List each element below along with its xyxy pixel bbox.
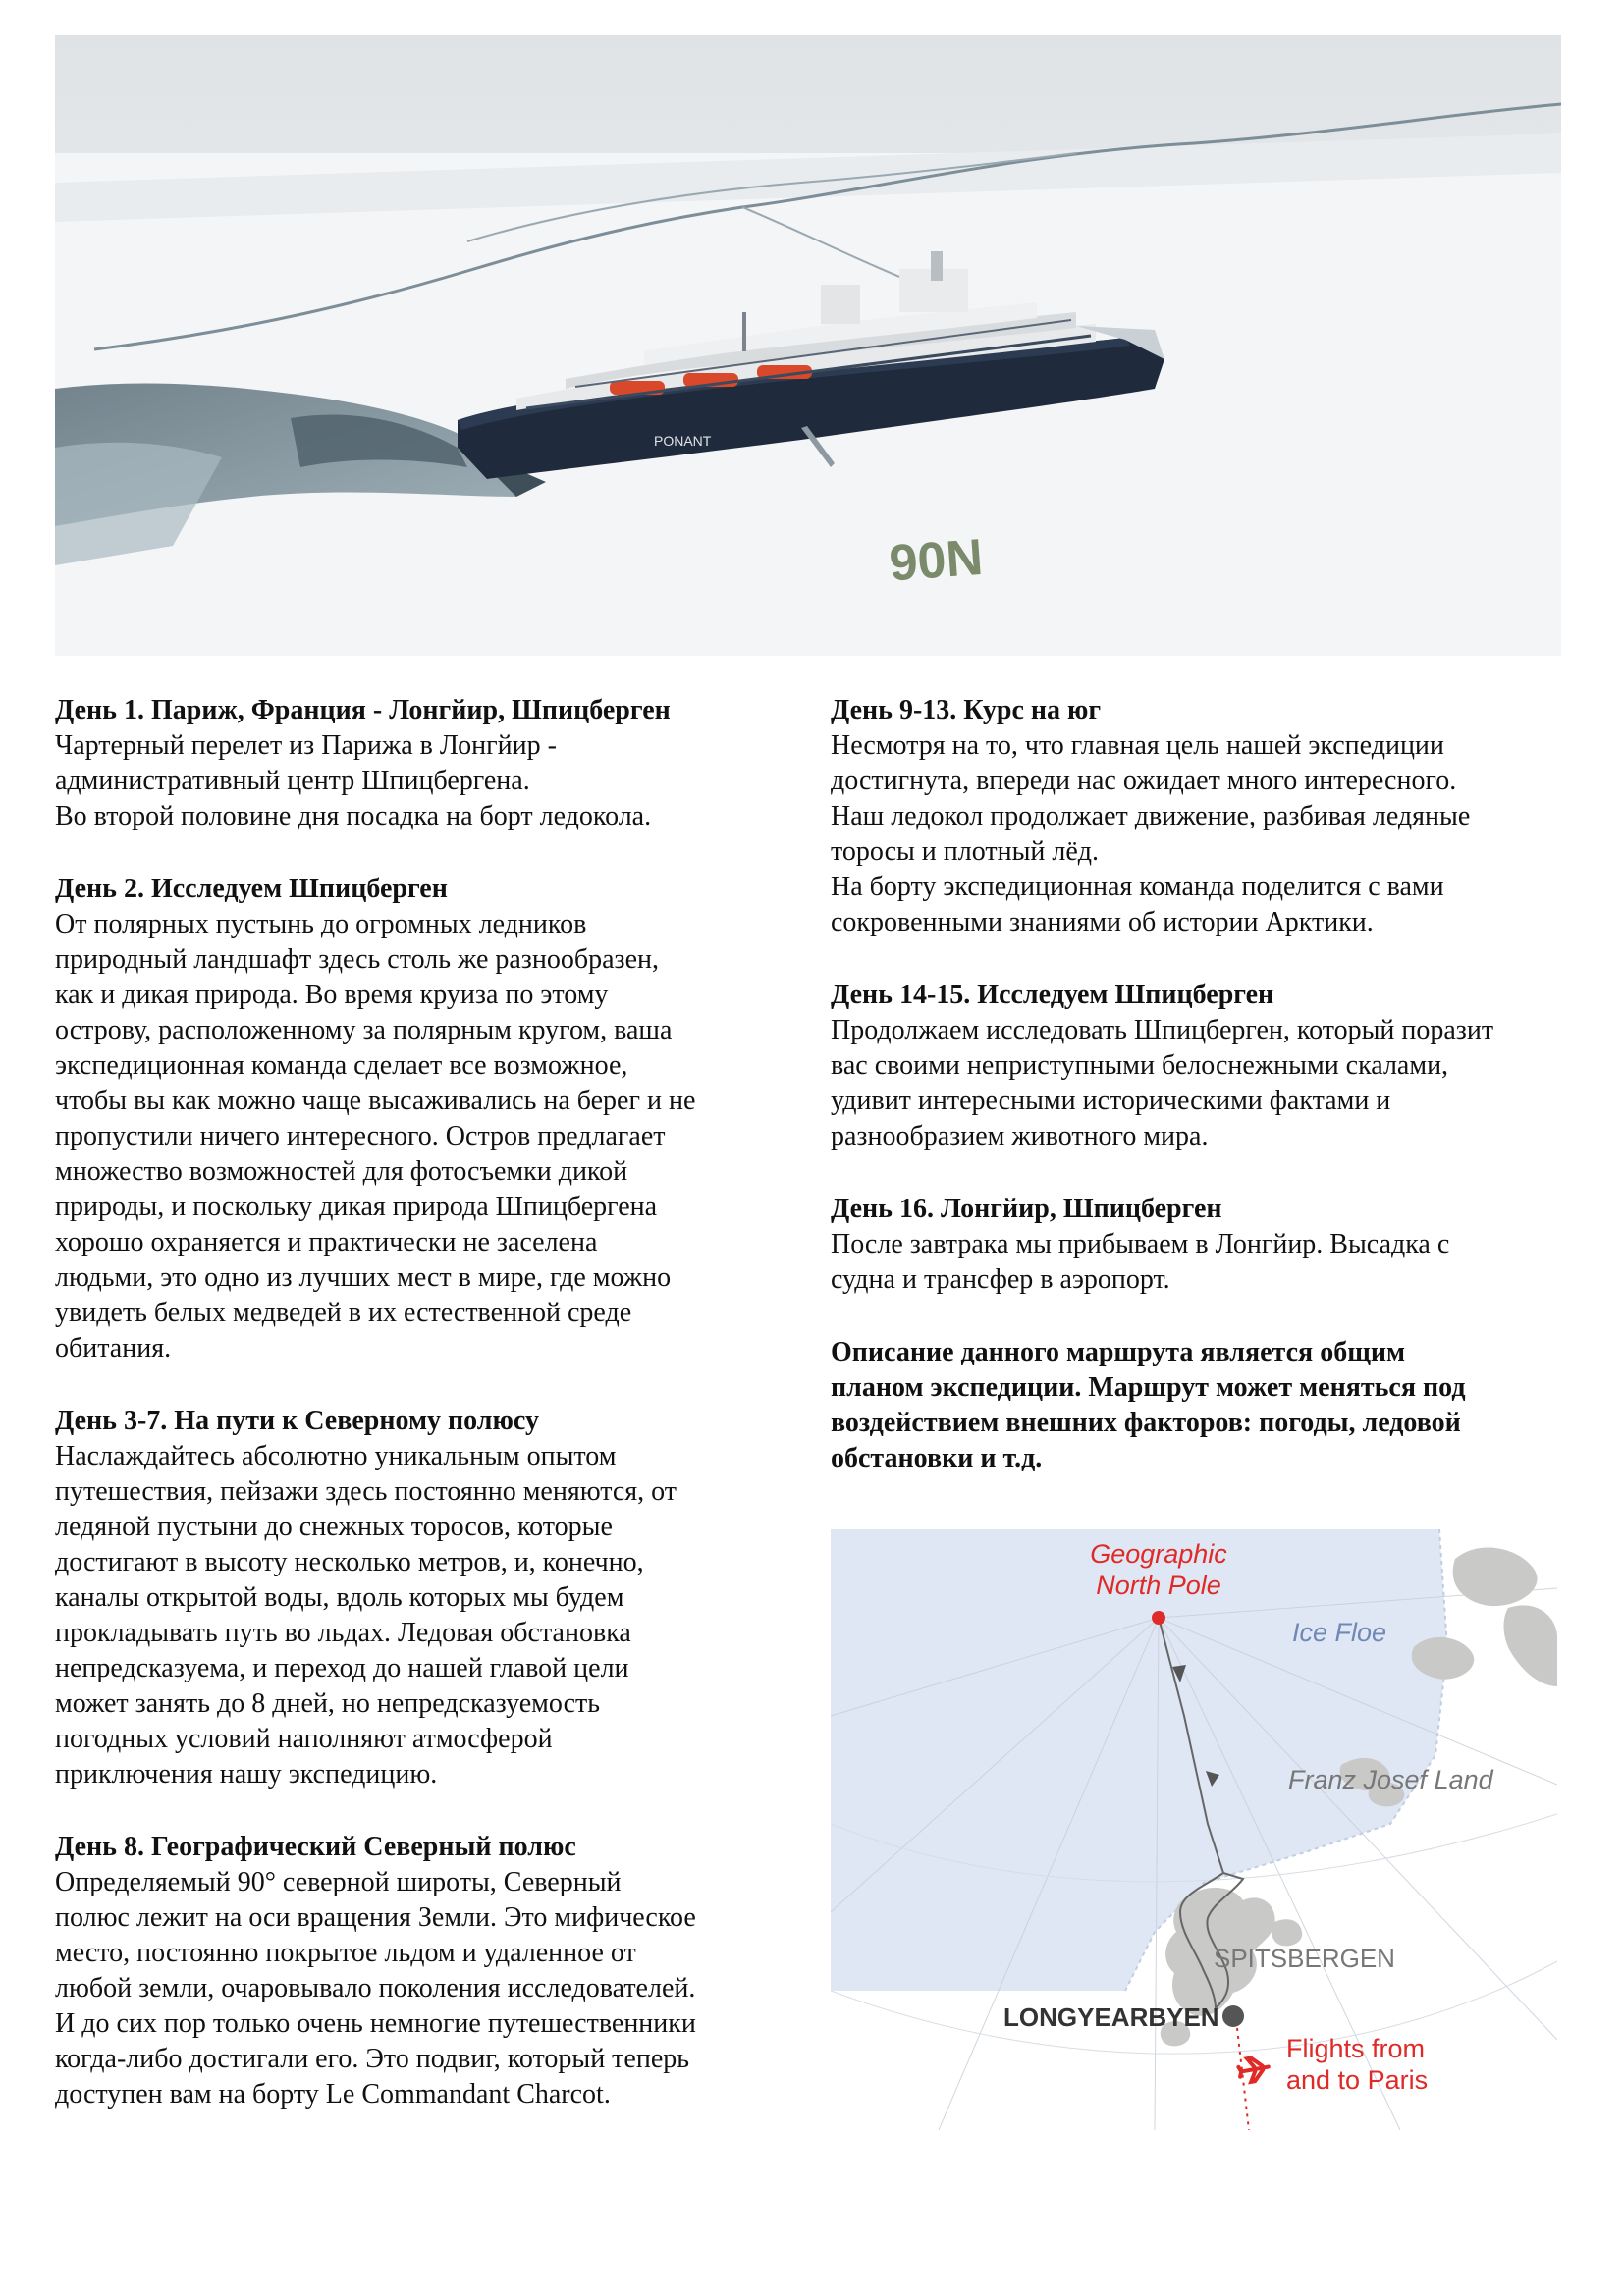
itinerary-right-column <box>831 693 1606 1516</box>
day-text: Наслаждайтесь абсолютно уникальным опытом путешествия, пейзажи здесь постоянно меняются, от ледяной пустыни до снежных торосов, которые достигают в высоту несколько метров, и, конечно, каналы открытой воды, вдоль которых мы будем прокладывать путь во льдах. Ледовая обстановка непредсказуема, и переход до нашей главой цели может занять до 8 дней, но непредсказуемость погодных условий наполняют атмосферой приключения нашу экспедицию. <box>55 1441 677 1789</box>
hero-photo <box>55 35 1561 656</box>
route-map <box>831 1529 1557 2130</box>
north-pole-label: North Pole <box>1096 1571 1221 1600</box>
route-map-svg <box>831 1529 1557 2130</box>
ice-sign-90n: 90N <box>887 528 985 593</box>
itinerary-left-column <box>55 693 801 2150</box>
day-section <box>55 693 801 834</box>
spitsbergen-label: SPITSBERGEN <box>1214 1944 1395 1973</box>
day-text: После завтрака мы прибываем в Лонгйир. Высадка с судна и трансфер в аэропорт. <box>831 1229 1450 1295</box>
day-text: Продолжаем исследовать Шпицберген, который поразит вас своими неприступными белоснежными скалами, удивит интересными историческими фактами и разнообразием животного мира. <box>831 1015 1494 1151</box>
day-section <box>55 872 801 1366</box>
day-title: День 14-15. Исследуем Шпицберген <box>831 980 1274 1010</box>
ice-floe-label: Ice Floe <box>1292 1618 1387 1647</box>
day-section <box>55 1830 801 2112</box>
longyearbyen-marker <box>1222 2005 1244 2027</box>
day-text: Определяемый 90° северной широты, Северный полюс лежит на оси вращения Земли. Это мифическое место, постоянно покрытое льдом и удаленное от любой земли, очаровывало поколения исследователей. И до сих пор только очень немногие путешественники когда-либо достигали его. Это подвиг, который теперь доступен вам на борту Le Commandant Charcot. <box>55 1867 696 2109</box>
day-title: День 9-13. Курс на юг <box>831 695 1102 725</box>
day-text: Несмотря на то, что главная цель нашей экспедиции достигнута, впереди нас ожидает много интересного. Наш ледокол продолжает движение, разбивая ледяные торосы и плотный лёд. На борту экспедиционная команда поделится с вами сокровенными знаниями об истории Арктики. <box>831 730 1471 937</box>
day-text: От полярных пустынь до огромных ледников природный ландшафт здесь столь же разнообразен, как и дикая природа. Во время круиза по этому острову, расположенному за полярным кругом, ваша экспедиционная команда сделает все возможное, чтобы вы как можно чаще высаживались на берег и не пропустили ничего интересного. Остров предлагает множество возможностей для фотосъемки дикой природы, и поскольку дикая природа Шпицбергена хорошо охраняется и практически не заселена людьми, это одно из лучших мест в мире, где можно увидеть белых медведей в их естественной среде обитания. <box>55 909 696 1363</box>
day-title: День 2. Исследуем Шпицберген <box>55 874 448 904</box>
day-title: День 3-7. На пути к Северному полюсу <box>55 1406 539 1436</box>
flights-label: Flights from <box>1286 2034 1426 2063</box>
franz-josef-label: Franz Josef Land <box>1288 1765 1493 1794</box>
north-pole-label: Geographic <box>1090 1539 1227 1569</box>
itinerary-disclaimer: Описание данного маршрута является общим планом экспедиции. Маршрут может меняться под воздействием внешних факторов: погоды, ледовой обстановки и т.д. <box>831 1337 1466 1473</box>
north-pole-marker <box>1152 1611 1165 1625</box>
day-section <box>55 1404 801 1792</box>
day-section <box>831 978 1606 1154</box>
day-title: День 8. Географический Северный полюс <box>55 1832 576 1862</box>
day-section <box>831 693 1606 940</box>
day-section <box>831 1192 1606 1298</box>
flights-label: and to Paris <box>1286 2065 1429 2095</box>
longyearbyen-label: LONGYEARBYEN <box>1003 2002 1219 2032</box>
day-title: День 1. Париж, Франция - Лонгйир, Шпицберген <box>55 695 671 725</box>
icebreaker-illustration <box>55 35 1561 656</box>
day-title: День 16. Лонгйир, Шпицберген <box>831 1194 1222 1224</box>
ship-name: PONANT <box>654 433 712 449</box>
day-text: Чартерный перелет из Парижа в Лонгйир - административный центр Шпицбергена. Во второй половине дня посадка на борт ледокола. <box>55 730 652 831</box>
